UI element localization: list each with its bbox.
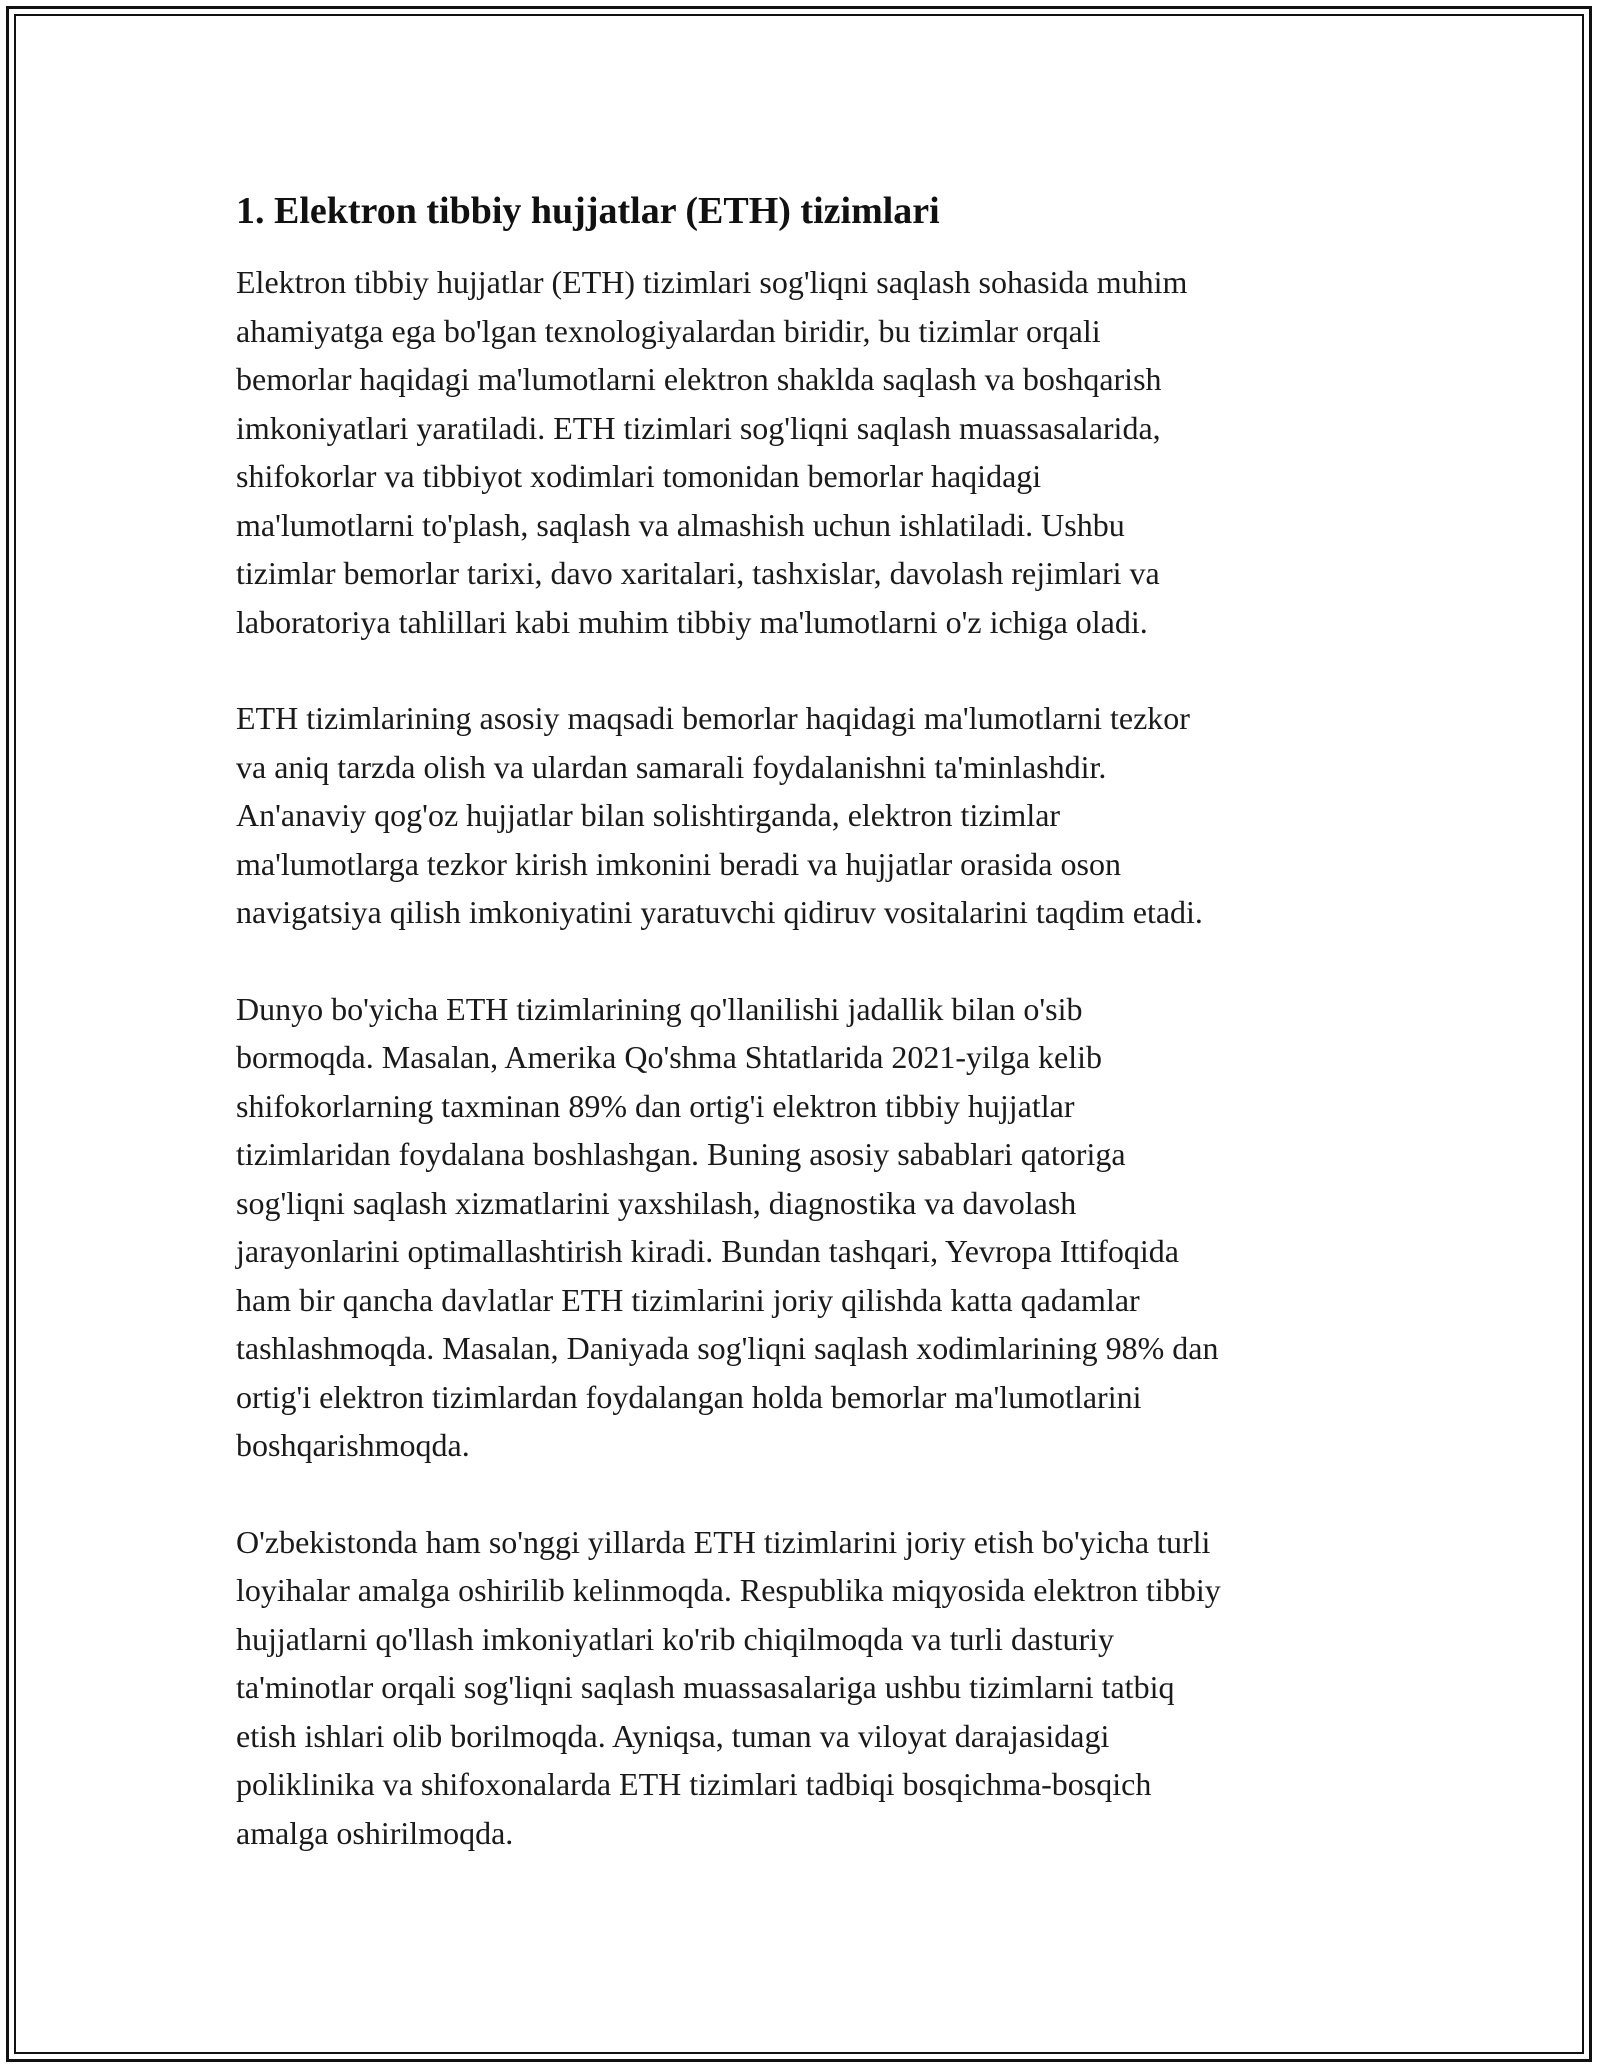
document-body	[236, 186, 1386, 1905]
paragraph-1: Elektron tibbiy hujjatlar (ETH) tizimlari sog'liqni saqlash sohasida muhim ahamiyatga ega bo'lgan texnologiyalardan biridir, bu tizimlar orqali bemorlar haqidagi ma'lumotlarni elektron shaklda saqlash va boshqarish imkoniyatlari yaratiladi. ETH tizimlari sog'liqni saqlash muassasalarida, shifokorlar va tibbiyot xodimlari tomonidan bemorlar haqidagi ma'lumotlarni to'plash, saqlash va almashish uchun ishlatiladi. Ushbu tizimlar bemorlar tarixi, davo xaritalari, tashxislar, davolash rejimlari va laboratoriya tahlillari kabi muhim tibbiy ma'lumotlarni o'z ichiga oladi.	[236, 264, 1188, 640]
paragraph-2: ETH tizimlarining asosiy maqsadi bemorlar haqidagi ma'lumotlarni tezkor va aniq tarzda olish va ulardan samarali foydalanishni ta'minlashdir. An'anaviy qog'oz hujjatlar bilan solishtirganda, elektron tizimlar ma'lumotlarga tezkor kirish imkonini beradi va hujjatlar orasida oson navigatsiya qilish imkoniyatini yaratuvchi qidiruv vositalarini taqdim etadi.	[236, 700, 1203, 930]
section-title: 1. Elektron tibbiy hujjatlar (ETH) tizimlari	[236, 190, 940, 232]
paragraph-3: Dunyo bo'yicha ETH tizimlarining qo'llanilishi jadallik bilan o'sib bormoqda. Masalan, Amerika Qo'shma Shtatlarida 2021-yilga kelib shifokorlarning taxminan 89% dan ortig'i elektron tibbiy hujjatlar tizimlaridan foydalana boshlashgan. Buning asosiy sabablari qatoriga sog'liqni saqlash xizmatlarini yaxshilash, diagnostika va davolash jarayonlarini optimallashtirish kiradi. Bundan tashqari, Yevropa Ittifoqida ham bir qancha davlatlar ETH tizimlarini joriy qilishda katta qadamlar tashlashmoqda. Masalan, Daniyada sog'liqni saqlash xodimlarining 98% dan ortig'i elektron tizimlardan foydalangan holda bemorlar ma'lumotlarini boshqarishmoqda.	[236, 990, 1219, 1463]
paragraph-4: O'zbekistonda ham so'nggi yillarda ETH tizimlarini joriy etish bo'yicha turli loyihalar amalga oshirilib kelinmoqda. Respublika miqyosida elektron tibbiy hujjatlarni qo'llash imkoniyatlari ko'rib chiqilmoqda va turli dasturiy ta'minotlar orqali sog'liqni saqlash muassasalariga ushbu tizimlarni tatbiq etish ishlari olib borilmoqda. Ayniqsa, tuman va viloyat darajasidagi poliklinika va shifoxonalarda ETH tizimlari tadbiqi bosqichma-bosqich amalga oshirilmoqda.	[236, 1523, 1221, 1851]
